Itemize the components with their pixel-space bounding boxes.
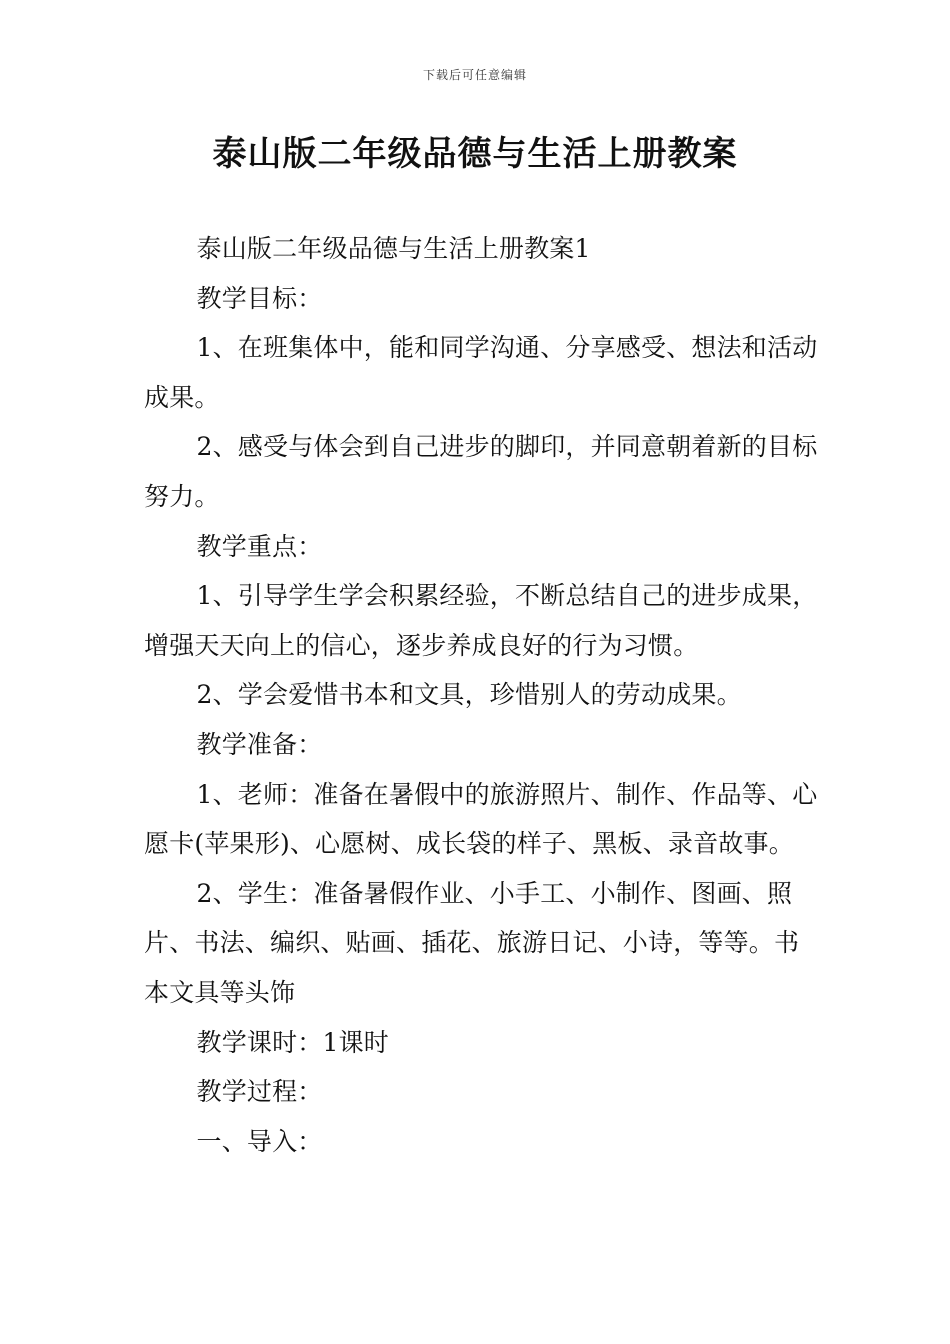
focus-item-2: 2、学会爱惜书本和文具，珍惜别人的劳动成果。: [196, 680, 742, 710]
preparation-student: 2、学生：准备暑假作业、小手工、小制作、图画、照片、书法、编织、贴画、插花、旅游日记、小诗，等等。书本文具等头饰: [144, 878, 800, 1007]
preparation-teacher: 1、老师：准备在暑假中的旅游照片、制作、作品等、心愿卡(苹果形)、心愿树、成长袋的样子、黑板、录音故事。: [144, 779, 818, 859]
focus-item-1: 1、引导学生学会积累经验，不断总结自己的进步成果，增强天天向上的信心，逐步养成良好的行为习惯。: [144, 581, 818, 660]
teaching-process-heading: 教学过程：: [196, 1077, 323, 1107]
goal-item-1: 1、在班集体中，能和同学沟通、分享感受、想法和活动成果。: [144, 333, 818, 412]
teaching-goals-heading: 教学目标：: [196, 283, 323, 313]
goal-item-2: 2、感受与体会到自己进步的脚印，并同意朝着新的目标努力。: [144, 432, 818, 511]
header-note: 下载后可任意编辑: [422, 68, 527, 82]
class-hours: 教学课时：1课时: [196, 1027, 390, 1057]
preparation-heading: 教学准备：: [196, 729, 323, 759]
intro-heading: 一、导入：: [196, 1126, 323, 1156]
document-title: 泰山版二年级品德与生活上册教案: [212, 134, 738, 174]
document-body: [144, 224, 824, 1166]
section-heading: 泰山版二年级品德与生活上册教案1: [196, 234, 591, 263]
teaching-focus-heading: 教学重点：: [196, 531, 323, 561]
